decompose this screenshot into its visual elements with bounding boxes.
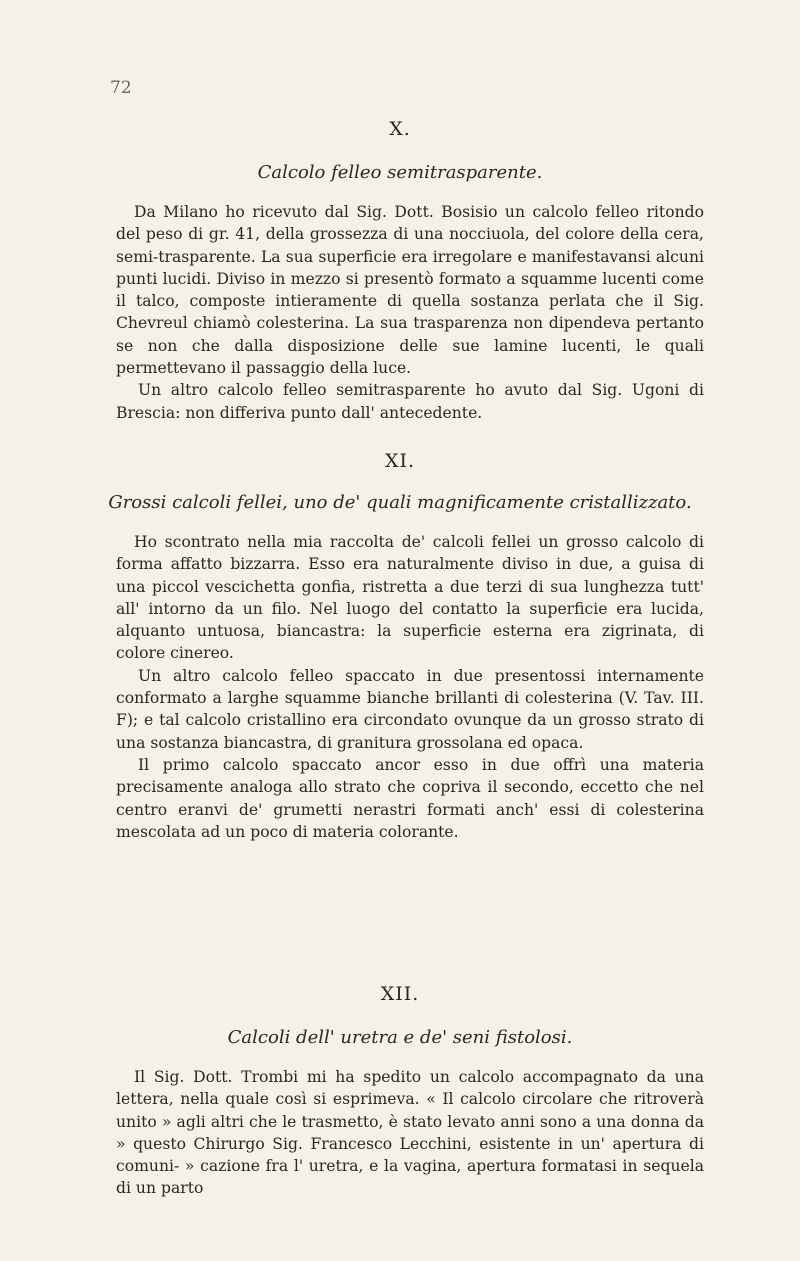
- section-body: [116, 201, 704, 424]
- section-body: [116, 1066, 704, 1200]
- paragraph: Un altro calcolo felleo spaccato in due presentossi internamente conformato a larghe squamme bianche brillanti di colesterina (V. Tav. III. F); e tal calcolo cristallino era circondato ovunque da un grosso strato di una sostanza biancastra, di granitura grossolana ed opaca.: [116, 666, 704, 752]
- section-body: [116, 531, 704, 843]
- section-xii: [0, 983, 800, 1200]
- paragraph: Da Milano ho ricevuto dal Sig. Dott. Bosisio un calcolo felleo ritondo del peso di gr. 41, della grossezza di una nocciuola, del colore della cera, semi-trasparente. La sua superficie era irregolare e manifestavansi alcuni punti lucidi. Diviso in mezzo si presentò formato a squamme lucenti come il talco, composte intieramente di quella sostanza perlata che il Sig. Chevreul chiamò colesterina. La sua trasparenza non dipendeva pertanto se non che dalla disposizione delle sue lamine lucenti, le quali permettevano il passaggio della luce.: [116, 203, 704, 378]
- section-numeral: XII.: [380, 983, 420, 1005]
- paragraph: Ho scontrato nella mia raccolta de' calcoli fellei un grosso calcolo di forma affatto bizzarra. Esso era naturalmente diviso in due, a guisa di una piccol vescichetta gonfia, ristretta a due terzi di sua lunghezza tutt' all' intorno da un filo. Nel luogo del contatto la superficie era lucida, alquanto untuosa, biancastra: la superficie esterna era zigrinata, di colore cinereo.: [116, 533, 704, 663]
- paragraph: Il primo calcolo spaccato ancor esso in due offrì una materia precisamente analoga allo strato che copriva il secondo, eccetto che nel centro eranvi de' grumetti nerastri formati anch' essi di colesterina mescolata ad un poco di materia colorante.: [116, 755, 704, 841]
- section-x: [0, 118, 800, 424]
- section-title: Calcolo felleo semitrasparente.: [257, 162, 543, 183]
- section-numeral: X.: [389, 118, 411, 140]
- paragraph: Un altro calcolo felleo semitrasparente ho avuto dal Sig. Ugoni di Brescia: non differiva punto dall' antecedente.: [116, 381, 704, 422]
- section-title: Calcoli dell' uretra e de' seni fistolosi.: [227, 1027, 573, 1048]
- section-title: Grossi calcoli fellei, uno de' quali magnificamente cristallizzato.: [108, 492, 692, 513]
- section-xi: [0, 450, 800, 843]
- page-number: 72: [110, 78, 132, 98]
- paragraph: Il Sig. Dott. Trombi mi ha spedito un calcolo accompagnato da una lettera, nella quale così si esprimeva. « Il calcolo circolare che ritroverà unito » agli altri che le trasmetto, è stato levato anni sono a una donna da » questo Chirurgo Sig. Francesco Lecchini, esistente in un' apertura di comuni- » cazione fra l' uretra, e la vagina, apertura formatasi in sequela di un parto: [116, 1068, 704, 1198]
- section-numeral: XI.: [384, 450, 416, 472]
